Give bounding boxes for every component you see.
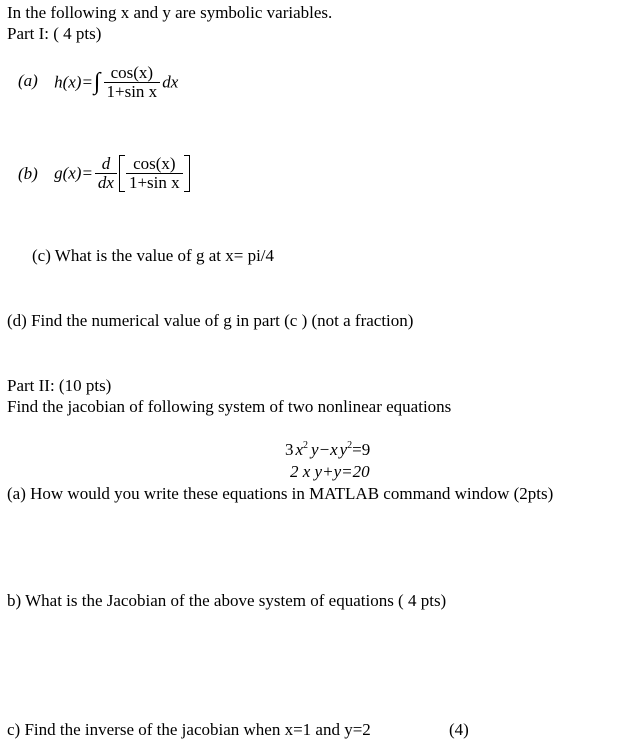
- part1-b-fraction: [126, 155, 183, 192]
- part1-a-numerator: cos(x): [110, 63, 154, 82]
- part1-b-equation: [18, 155, 190, 192]
- eq1-y-exp: 2: [347, 440, 353, 451]
- part2-a-question: (a) How would you write these equations in MATLAB command window (2pts): [7, 484, 554, 503]
- derivative-d: d: [101, 154, 111, 173]
- part1-d-question: (d) Find the numerical value of g in part (c ) (not a fraction): [7, 311, 414, 330]
- eq1-x-exp: 2: [303, 440, 309, 451]
- derivative-dx: dx: [95, 173, 117, 192]
- part2-b-question: b) What is the Jacobian of the above system of equations ( 4 pts): [7, 591, 447, 610]
- eq1-mid: y−x: [311, 440, 338, 459]
- part1-b-numerator: cos(x): [133, 154, 176, 173]
- part2-intro: Find the jacobian of following system of two nonlinear equations: [7, 397, 452, 416]
- part1-b-lhs: g(x)=: [54, 163, 93, 183]
- part2-c-question: c) Find the inverse of the jacobian when x=1 and y=2: [7, 720, 371, 739]
- part1-a-dx: dx: [162, 72, 179, 92]
- part2-title: Part II: (10 pts): [7, 376, 112, 395]
- eq1-rhs: =9: [352, 440, 371, 459]
- part1-c-question: (c) What is the value of g at x= pi/4: [32, 246, 275, 265]
- eq1-y: y: [339, 440, 348, 459]
- bracket-expression: [119, 155, 190, 192]
- part1-b-label: (b): [18, 163, 38, 183]
- part2-c-points: (4): [449, 720, 469, 739]
- part1-a-equation: [18, 64, 178, 101]
- part1-a-denominator: 1+sin x: [104, 82, 161, 101]
- equation-2: 2 x y+y=20: [290, 462, 370, 481]
- intro-text: In the following x and y are symbolic variables.: [7, 3, 333, 22]
- part1-b-denominator: 1+sin x: [126, 173, 183, 192]
- part1-a-lhs: h(x)=: [54, 72, 93, 92]
- integral-sign: ∫: [93, 69, 101, 95]
- eq1-x: x: [295, 440, 304, 459]
- equation-1: [285, 440, 370, 460]
- part1-a-label: (a): [18, 71, 38, 91]
- eq1-coef: 3: [285, 440, 294, 459]
- part1-title: Part I: ( 4 pts): [7, 24, 102, 43]
- derivative-operator: [95, 155, 117, 192]
- part1-a-fraction: [104, 64, 161, 101]
